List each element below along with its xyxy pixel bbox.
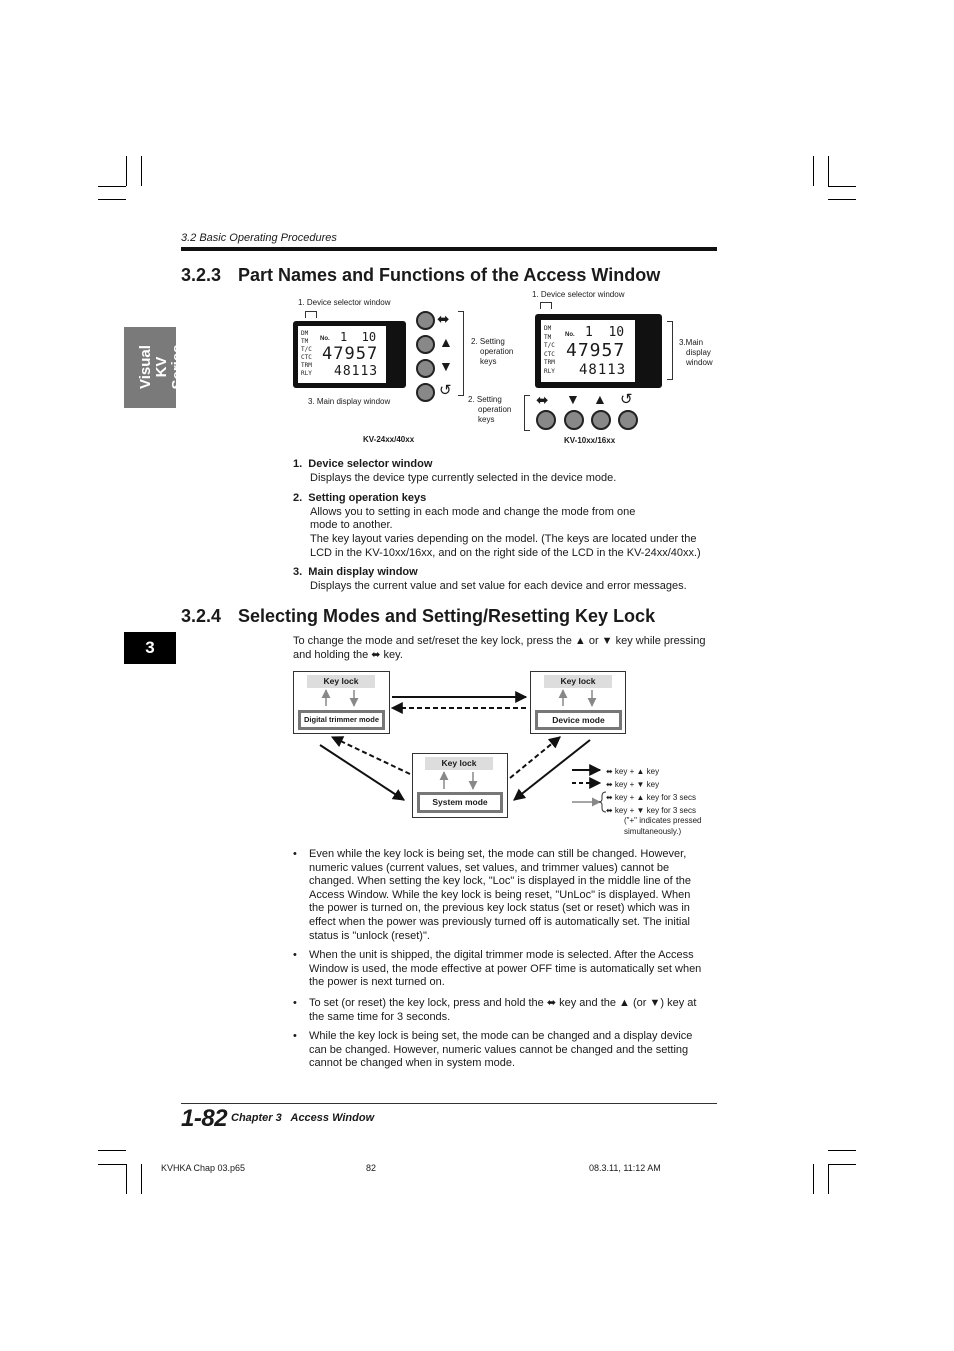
bullet-dot: •	[293, 848, 297, 860]
legend-item: ⬌ key + ▲ key	[606, 767, 660, 776]
down-arrow-icon: ▼	[566, 391, 580, 407]
callout-setting-keys-left: 2. Setting operation keys	[471, 337, 514, 366]
crop-mark	[828, 1150, 856, 1151]
crop-mark	[828, 1164, 856, 1165]
item-title: 1. Device selector window	[293, 458, 433, 470]
footer-rule	[181, 1103, 717, 1104]
bullet-dot: •	[293, 997, 297, 1009]
lcd-bottom-value: 48113	[334, 364, 379, 379]
double-arrow-icon: ⬌	[536, 392, 549, 409]
bullet-dot: •	[293, 1030, 297, 1042]
bullet-dot: •	[293, 949, 297, 961]
rotate-icon: ↺	[439, 382, 452, 399]
crop-mark	[126, 1164, 127, 1194]
print-filename: KVHKA Chap 03.p65	[161, 1163, 246, 1173]
print-page: 82	[366, 1163, 377, 1173]
item-text: LCD in the KV-10xx/16xx, and on the right side of the LCD in the KV-24xx/40xx.)	[310, 546, 701, 559]
model-label-right: KV-10xx/16xx	[564, 436, 616, 445]
item-title: 3. Main display window	[293, 566, 418, 578]
section-title: Part Names and Functions of the Access Window	[238, 265, 661, 285]
item-title: 2. Setting operation keys	[293, 492, 427, 504]
up-arrow-icon: ▲	[439, 334, 453, 350]
key-lock-label: Key lock	[307, 675, 375, 688]
arrow	[510, 737, 560, 778]
lcd-mid-value: 47957	[322, 344, 379, 364]
crop-mark	[828, 1164, 829, 1194]
callout-main-display-left: 3. Main display window	[308, 397, 391, 406]
item-text: Displays the current value and set value for each device and error messages.	[310, 579, 687, 592]
lcd-side-labels: DM TM T/C CTC TRM RLY	[544, 325, 555, 375]
item-text: Displays the device type currently selected in the device mode.	[310, 471, 617, 484]
bullet-text: While the key lock is being set, the mode can be changed and a display device can be changed. However, numeric values cannot be changed and the setting cannot be changed when in system mode.	[309, 1030, 693, 1070]
bullet-text: Even while the key lock is being set, the mode can still be changed. However, numeric values (current values, set values, and trimmer values) cannot be changed. When setting the key lock, "Loc" is displayed in the middle line of the Access Window. While the key lock is being reset, "UnLoc" is displayed. When the power is turned on, the previous key lock status (set or reset) which was in effect when the power was previously turned off is automatically set. The initial status is "unlock (reset)".	[309, 848, 692, 942]
lcd-bottom-value: 48113	[579, 362, 627, 378]
section-title: Selecting Modes and Setting/Resetting Key Lock	[238, 606, 656, 626]
double-arrow-icon: ⬌	[437, 311, 450, 328]
legend-item: ⬌ key + ▼ key for 3 secs	[606, 806, 696, 815]
diagram-legend	[606, 765, 696, 817]
crop-mark	[98, 1164, 126, 1165]
callout-device-selector-right: 1. Device selector window	[532, 290, 625, 299]
lcd-no-label: No.	[565, 332, 575, 338]
page-number: 1-82	[181, 1105, 228, 1132]
key-lock-label: Key lock	[425, 757, 493, 770]
section-number: 3.2.4	[181, 606, 222, 626]
arrow	[320, 745, 404, 800]
item-text: Allows you to setting in each mode and change the mode from one	[310, 505, 636, 518]
crop-mark	[813, 1164, 814, 1194]
up-arrow-icon: ▲	[593, 391, 607, 407]
rotate-icon: ↺	[620, 391, 633, 408]
running-header: 3.2 Basic Operating Procedures	[181, 232, 337, 244]
lcd-top-value: 1 10	[585, 325, 625, 340]
key-lock-label: Key lock	[544, 675, 612, 688]
mode-label: Digital trimmer mode	[298, 710, 385, 730]
intro-text: To change the mode and set/reset the key lock, press the ▲ or ▼ key while pressing and holding the ⬌ key.	[293, 635, 706, 661]
model-label-left: KV-24xx/40xx	[363, 435, 415, 444]
side-tab-title: Visual KV Series	[137, 344, 186, 390]
mode-label: Device mode	[535, 710, 622, 730]
bullet-text: When the unit is shipped, the digital trimmer mode is selected. After the Access Window is used, the mode effective at power OFF time is automatically set when the power is next turned on.	[309, 949, 702, 989]
lcd-mid-value: 47957	[566, 340, 626, 361]
section-number: 3.2.3	[181, 265, 222, 285]
item-text: mode to another.	[310, 519, 393, 532]
legend-note: ("+" indicates pressed simultaneously.)	[624, 816, 702, 836]
crop-mark	[141, 1164, 142, 1194]
callout-main-display-right: 3.Main display window	[679, 338, 713, 367]
crop-mark	[98, 1150, 126, 1151]
lcd-top-value: 1 10	[340, 330, 377, 344]
down-arrow-icon: ▼	[439, 358, 453, 374]
callout-setting-keys-right: 2. Setting operation keys	[468, 395, 512, 424]
callout-device-selector-left: 1. Device selector window	[298, 298, 391, 307]
chapter-chip: 3	[124, 632, 176, 664]
legend-item: ⬌ key + ▼ key	[606, 780, 660, 789]
legend-item: ⬌ key + ▲ key for 3 secs	[606, 793, 696, 802]
bullet-text: To set (or reset) the key lock, press and hold the ⬌ key and the ▲ (or ▼) key at the same time for 3 seconds.	[309, 997, 697, 1023]
lcd-side-labels: DM TM T/C CTC TRM RLY	[301, 330, 312, 377]
item-text: The key layout varies depending on the model. (The keys are located under the	[310, 533, 697, 546]
print-timestamp: 08.3.11, 11:12 AM	[589, 1163, 661, 1173]
legend-brace	[599, 792, 606, 812]
arrow	[332, 737, 410, 774]
footer-chapter: Chapter 3 Access Window	[231, 1112, 375, 1124]
lcd-no-label: No.	[320, 336, 330, 342]
mode-label: System mode	[417, 792, 503, 813]
